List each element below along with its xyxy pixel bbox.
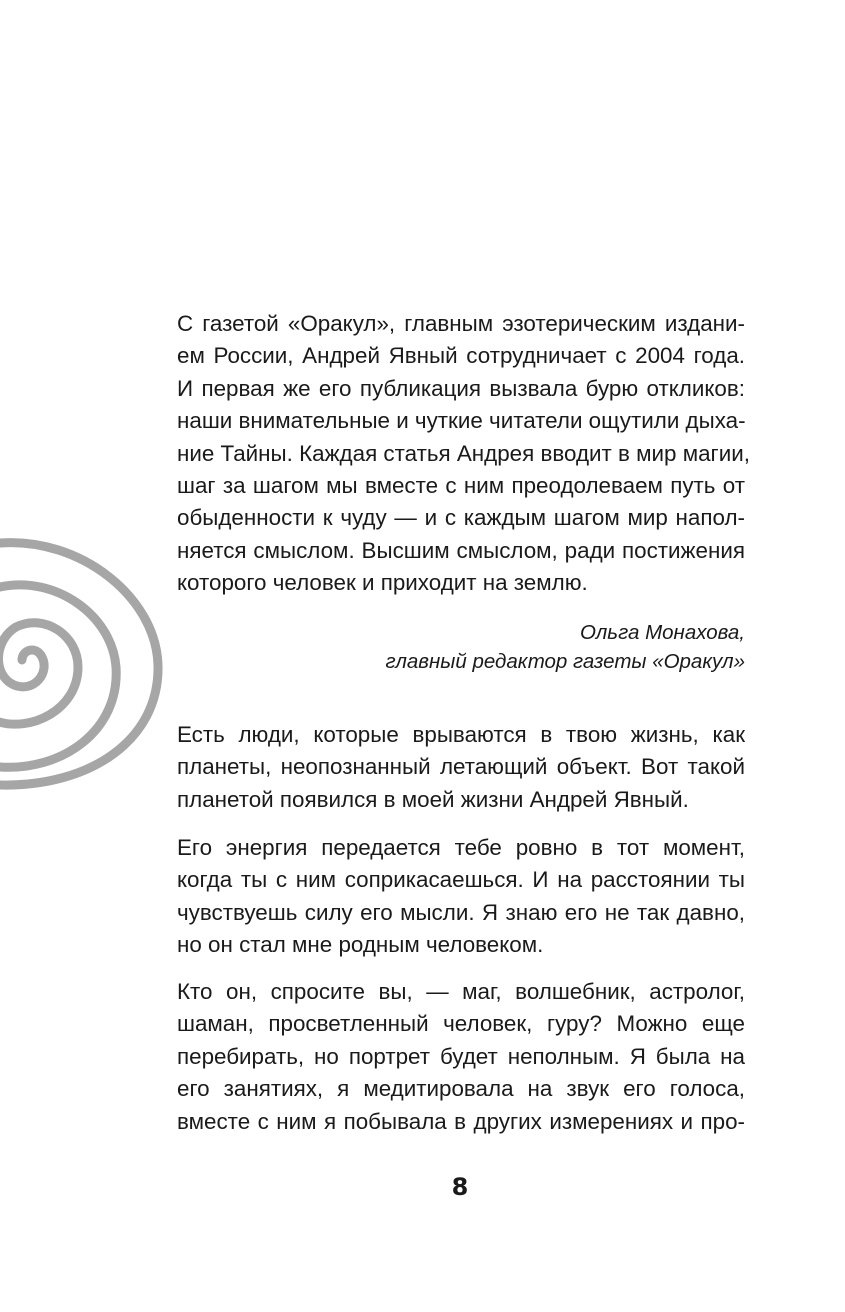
author-role: главный редактор газеты «Оракул» xyxy=(385,650,745,673)
decorative-spiral-icon xyxy=(0,535,165,795)
text-line: его занятиях, я медитировала на звук его голоса, xyxy=(177,1076,745,1102)
page-number: 8 xyxy=(451,1173,469,1201)
text-line: наши внимательные и чуткие читатели ощутили дыха- xyxy=(177,408,746,434)
text-line: вместе с ним я побывала в других измерениях и про- xyxy=(177,1108,745,1134)
text-line: ние Тайны. Каждая статья Андрея вводит в мир магии, xyxy=(177,440,750,466)
quote-paragraph-3 xyxy=(177,976,745,1138)
text-line: перебирать, но портрет будет неполным. Я была на xyxy=(177,1043,745,1069)
text-line: шаман, просветленный человек, гуру? Можно еще xyxy=(177,1011,745,1037)
author-name: Ольга Монахова, xyxy=(580,621,745,644)
text-line: которого человек и приходит на землю. xyxy=(177,570,588,596)
text-line: няется смыслом. Высшим смыслом, ради постижения xyxy=(177,537,745,563)
text-line: чувствуешь силу его мысли. Я знаю его не так давно, xyxy=(177,899,745,925)
text-line: И первая же его публикация вызвала бурю откликов: xyxy=(177,375,745,401)
text-line: Его энергия передается тебе ровно в тот момент, xyxy=(177,835,745,860)
quote-attribution xyxy=(177,618,745,676)
text-line: С газетой «Оракул», главным эзотерическим издани- xyxy=(177,311,745,336)
text-line: шаг за шагом мы вместе с ним преодолеваем путь от xyxy=(177,473,745,499)
quote-paragraph-2 xyxy=(177,832,745,962)
text-line: обыденности к чуду — и с каждым шагом мир напол- xyxy=(177,505,745,531)
text-line: ем России, Андрей Явный сотрудничает с 2004 года. xyxy=(177,343,745,369)
text-line: Есть люди, которые врываются в твою жизнь, как xyxy=(177,722,745,747)
text-line: Кто он, спросите вы, — маг, волшебник, астролог, xyxy=(177,979,745,1004)
text-line: когда ты с ним соприкасаешься. И на расстоянии ты xyxy=(177,867,745,893)
quote-oracle-paragraph xyxy=(177,308,750,600)
spiral-path xyxy=(0,543,158,785)
text-line: но он стал мне родным человеком. xyxy=(177,932,544,958)
text-line: планеты, неопознанный летающий объект. Вот такой xyxy=(177,754,745,780)
quote-paragraph-1 xyxy=(177,719,745,816)
text-line: планетой появился в моей жизни Андрей Явный. xyxy=(177,786,689,812)
